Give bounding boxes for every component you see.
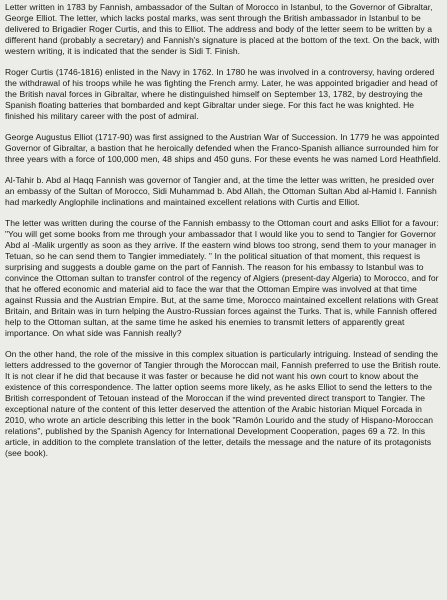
paragraph-letter-description: Letter written in 1783 by Fannish, ambassador of the Sultan of Morocco in Istanbul, to the Governor of Gibraltar, George Elliot. The letter, which lacks postal marks, was sent through the British ambassador in Istanbul to be delivered to Brigadier Roger Curtis, and this to Elliot. The address and body of the letter seem to be written by a different hand (probably a secretary) and Fannish's signature is placed at the bottom of the text. On the back, with western writing, it is indicated that the sender is Sidi T. Finish. [5, 2, 440, 56]
paragraph-missive-role: On the other hand, the role of the missive in this complex situation is particularly intriguing. Instead of sending the letters addressed to the governor of Tangier through the Moroccan mail, Fannish preferred to use the British route. It is not clear if he did that because it was faster or because he did not want his own court to know about the existence of this correspondence. The latter option seems more likely, as he asks Elliot to send the letters to the British correspondent of Tetouan instead of the Moroccan if the wind prevented direct transport to Tangier. The exceptional nature of the content of this letter deserved the attention of the Arabic historian Miquel Forcada in 2010, who wrote an article describing this letter in the book "Ramón Lourido and the study of Hispano-Moroccan relations", published by the Spanish Agency for International Development Cooperation, pages 69 a 72. In this article, in addition to the complete translation of the letter, details the message and the nature of its protagonists (see book). [5, 349, 441, 458]
paragraph-george-elliot: George Augustus Elliot (1717-90) was first assigned to the Austrian War of Succession. In 1779 he was appointed Governor of Gibraltar, a bastion that he heroically defended when the Franco-Spanish alliance surrounded him for three years with a force of 100,000 men, 48 ships and 450 guns. For these events he was named Lord Heathfield. [5, 132, 441, 164]
paragraph-letter-context: The letter was written during the course of the Fannish embassy to the Ottoman court and asks Elliot for a favour: "You will get some books from me through your ambassador that I would like you to send to Tangier for Governor Abd al -Malik urgently as soon as they arrive. If the eastern wind blows too strong, send them to your manager in Tetuan, so he can send them to Tangier immediately. " In the political situation of that moment, this request is surprising and suggests a double game on the part of Fannish. The reason for his embassy to Istanbul was to convince the Ottoman sultan to transfer control of the regency of Algiers (present-day Algeria) to Morocco, and for that he offered economic and material aid to face the war that the Ottoman Empire was involved at that time against Russia and the Austrian Empire. But, at the same time, Morocco maintained excellent relations with Great Britain, and Britain was in turn helping the Austro-Russian forces against the Turks. That is, while Fannish offered help to the Ottoman sultan, at the same time he asked his enemies to transmit letters of apparently great importance. On what side was Fannish really? [5, 218, 439, 338]
paragraph-fannish: Al-Tahir b. Abd al Haqq Fannish was governor of Tangier and, at the time the letter was written, he presided over an embassy of the Sultan of Morocco, Sidi Muhammad b. Abd Allah, the Ottoman Sultan Abd al-Hamid I. Fannish had markedly Anglophile inclinations and maintained excellent relations with Curtis and Elliot. [5, 175, 437, 207]
paragraph-roger-curtis: Roger Curtis (1746-1816) enlisted in the Navy in 1762. In 1780 he was involved in a controversy, having ordered the withdrawal of his troops while he was fighting the French army. Later, he was appointed brigadier and head of the British naval forces in Gibraltar, where he distinguished himself on September 13, 1782, by destroying the Spanish floating batteries that bombarded and kept Gibraltar under siege. For this fact he was knighted. He finished his military career with the post of admiral. [5, 67, 438, 121]
